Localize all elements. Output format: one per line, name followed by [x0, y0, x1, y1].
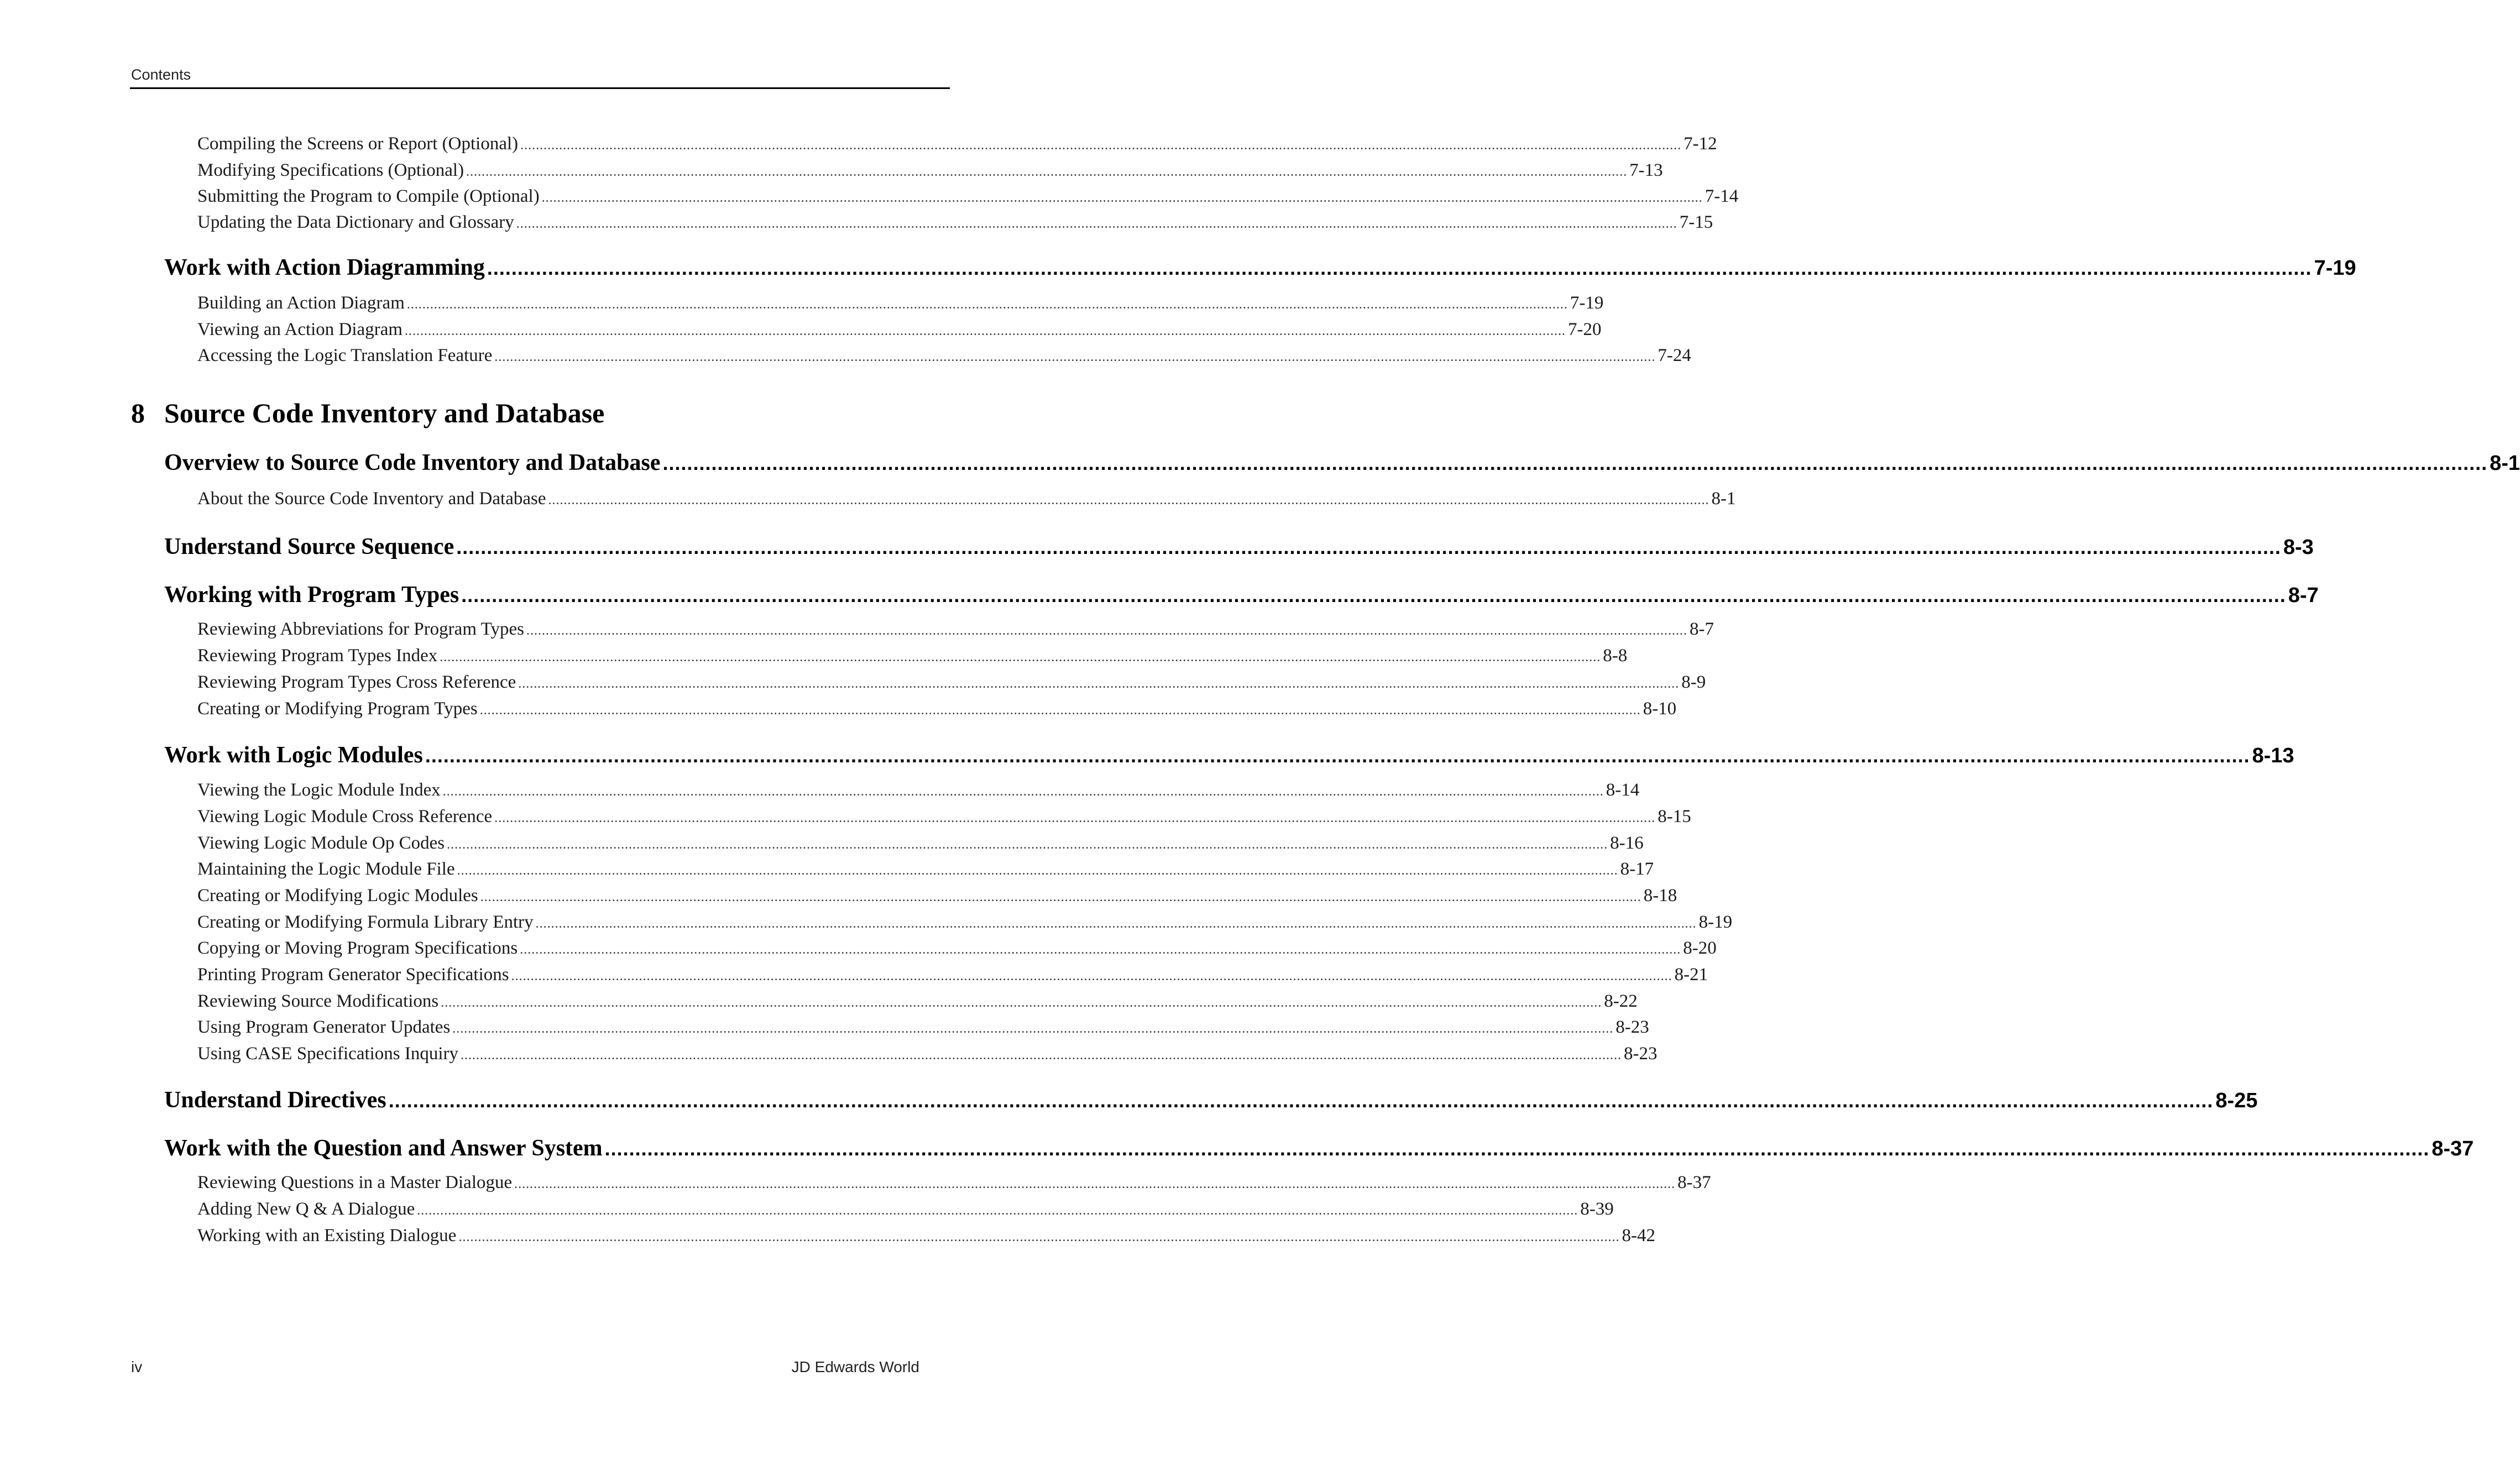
- dot-leader: ............................................................................................................................................................................................................................................................................................................: [406, 297, 1568, 312]
- dot-leader: ............................................................................................................................................................................................................................................................................................................: [526, 624, 1687, 638]
- toc-entry[interactable]: [197, 886, 1677, 906]
- toc-entry-page: 8-14: [1606, 780, 1640, 800]
- toc-entry-title: Working with Program Types: [164, 582, 459, 608]
- toc-entry[interactable]: [197, 780, 1640, 800]
- dot-leader: ............................................................................................................................................................................................................................................................................................................: [494, 350, 1656, 364]
- toc-entry-page: 8-1: [1711, 489, 1736, 509]
- dot-leader: ............................................................................................................................................................................................................................................................................................................: [548, 493, 1709, 507]
- dot-leader: ............................................................................................................................................................................................................................................................................................................: [494, 811, 1656, 825]
- toc-entry[interactable]: [197, 965, 1708, 985]
- chapter-heading: [131, 397, 604, 429]
- toc-entry-title: Using CASE Specifications Inquiry: [197, 1044, 459, 1064]
- toc-entry[interactable]: [197, 912, 1733, 933]
- toc-section-entry[interactable]: [164, 1135, 2474, 1161]
- toc-entry[interactable]: [197, 1226, 1655, 1246]
- toc-entry-title: Overview to Source Code Inventory and Database: [164, 450, 661, 475]
- toc-entry-page: 7-14: [1705, 186, 1739, 206]
- toc-entry[interactable]: [197, 346, 1691, 366]
- toc-entry-title: Copying or Moving Program Specifications: [197, 938, 518, 958]
- toc-entry-title: Viewing Logic Module Cross Reference: [197, 807, 493, 826]
- toc-entry-title: Reviewing Program Types Index: [197, 646, 438, 666]
- dot-leader: ............................................................................................................................................................................................................................................................................................................: [442, 784, 1604, 799]
- toc-entry-page: 8-8: [1603, 646, 1628, 666]
- toc-entry-title: Creating or Modifying Formula Library Entry: [197, 912, 534, 932]
- chapter-number: 8: [131, 397, 145, 428]
- toc-entry-page: 8-23: [1624, 1044, 1658, 1064]
- toc-entry[interactable]: [197, 938, 1717, 959]
- toc-entry[interactable]: [197, 489, 1736, 509]
- dot-leader: ............................................................................................................................................................................................................................................................................................................: [425, 744, 2250, 767]
- toc-entry-title: Building an Action Diagram: [197, 293, 405, 313]
- toc-entry[interactable]: [197, 991, 1638, 1012]
- toc-entry-title: Reviewing Abbreviations for Program Types: [197, 619, 524, 639]
- dot-leader: ............................................................................................................................................................................................................................................................................................................: [520, 138, 1682, 153]
- toc-entry[interactable]: [197, 699, 1677, 719]
- toc-entry[interactable]: [197, 160, 1663, 181]
- toc-entry[interactable]: [197, 807, 1691, 827]
- toc-entry-title: Reviewing Questions in a Master Dialogue: [197, 1173, 513, 1192]
- dot-leader: ............................................................................................................................................................................................................................................................................................................: [417, 1204, 1578, 1218]
- toc-entry[interactable]: [197, 1017, 1649, 1038]
- toc-entry-title: Using Program Generator Updates: [197, 1017, 451, 1037]
- dot-leader: ............................................................................................................................................................................................................................................................................................................: [461, 584, 2286, 606]
- toc-entry-page: 8-20: [1683, 938, 1717, 958]
- toc-entry-title: Creating or Modifying Program Types: [197, 699, 478, 719]
- toc-entry-title: Accessing the Logic Translation Feature: [197, 346, 493, 365]
- toc-entry-page: 8-37: [1677, 1173, 1711, 1192]
- toc-entry[interactable]: [197, 859, 1654, 880]
- dot-leader: ............................................................................................................................................................................................................................................................................................................: [541, 191, 1703, 205]
- toc-entry-page: 7-19: [2314, 257, 2356, 280]
- toc-entry-title: Updating the Data Dictionary and Glossary: [197, 212, 514, 232]
- toc-entry-title: Creating or Modifying Logic Modules: [197, 886, 478, 906]
- dot-leader: ............................................................................................................................................................................................................................................................................................................: [514, 1177, 1676, 1191]
- toc-entry-title: Understand Source Sequence: [164, 534, 454, 559]
- toc-entry[interactable]: [197, 1044, 1658, 1064]
- footer-publisher: JD Edwards World: [791, 1358, 919, 1375]
- dot-leader: ............................................................................................................................................................................................................................................................................................................: [388, 1089, 2214, 1112]
- toc-entry-title: Printing Program Generator Specifications: [197, 965, 509, 985]
- toc-entry[interactable]: [197, 134, 1717, 154]
- footer-page-number: iv: [131, 1358, 143, 1375]
- toc-entry[interactable]: [197, 212, 1713, 233]
- dot-leader: ............................................................................................................................................................................................................................................................................................................: [466, 165, 1628, 179]
- toc-entry-title: Compiling the Screens or Report (Optional): [197, 134, 519, 154]
- toc-entry-title: About the Source Code Inventory and Database: [197, 489, 546, 509]
- dot-leader: ............................................................................................................................................................................................................................................................................................................: [487, 257, 2312, 279]
- toc-entry-page: 7-15: [1679, 212, 1713, 232]
- toc-entry[interactable]: [197, 646, 1628, 666]
- toc-section-entry[interactable]: [164, 254, 2356, 281]
- toc-entry-page: 8-9: [1681, 672, 1706, 692]
- dot-leader: ............................................................................................................................................................................................................................................................................................................: [441, 996, 1602, 1010]
- toc-entry-page: 7-24: [1658, 346, 1691, 365]
- toc-entry-title: Working with an Existing Dialogue: [197, 1226, 457, 1246]
- toc-entry[interactable]: [197, 293, 1604, 313]
- toc-entry-page: 7-12: [1684, 134, 1717, 154]
- toc-entry[interactable]: [197, 1199, 1614, 1220]
- dot-leader: ............................................................................................................................................................................................................................................................................................................: [604, 1137, 2430, 1160]
- toc-entry-title: Adding New Q & A Dialogue: [197, 1199, 415, 1219]
- toc-entry-title: Work with Logic Modules: [164, 742, 423, 768]
- toc-entry-title: Work with Action Diagramming: [164, 255, 485, 280]
- toc-section-entry[interactable]: [164, 742, 2294, 768]
- toc-entry-title: Maintaining the Logic Module File: [197, 859, 455, 879]
- toc-entry-page: 8-10: [1643, 699, 1677, 719]
- toc-entry-page: 8-39: [1580, 1199, 1614, 1219]
- toc-entry-page: 8-18: [1643, 886, 1677, 906]
- dot-leader: ............................................................................................................................................................................................................................................................................................................: [457, 864, 1618, 878]
- toc-entry-page: 8-23: [1615, 1017, 1649, 1037]
- toc-entry-page: 8-7: [1690, 619, 1714, 639]
- toc-entry-title: Reviewing Program Types Cross Reference: [197, 672, 516, 692]
- toc-entry-page: 7-19: [1570, 293, 1604, 313]
- dot-leader: ............................................................................................................................................................................................................................................................................................................: [479, 703, 1641, 718]
- dot-leader: ............................................................................................................................................................................................................................................................................................................: [480, 890, 1641, 904]
- dot-leader: ............................................................................................................................................................................................................................................................................................................: [535, 917, 1697, 931]
- toc-entry-page: 7-20: [1568, 320, 1602, 339]
- toc-entry-title: Submitting the Program to Compile (Optional): [197, 186, 540, 206]
- toc-entry-page: 8-19: [1698, 912, 1733, 932]
- dot-leader: ............................................................................................................................................................................................................................................................................................................: [662, 452, 2488, 474]
- toc-entry-page: 7-13: [1629, 160, 1663, 180]
- header-rule: [130, 87, 950, 89]
- dot-leader: ............................................................................................................................................................................................................................................................................................................: [440, 650, 1601, 665]
- toc-entry-title: Viewing Logic Module Op Codes: [197, 833, 445, 853]
- toc-entry-page: 8-22: [1604, 991, 1638, 1011]
- toc-entry-title: Modifying Specifications (Optional): [197, 160, 464, 180]
- toc-entry-page: 8-37: [2432, 1137, 2474, 1160]
- dot-leader: ............................................................................................................................................................................................................................................................................................................: [456, 536, 2281, 558]
- toc-entry[interactable]: [197, 672, 1706, 693]
- dot-leader: ............................................................................................................................................................................................................................................................................................................: [520, 943, 1681, 957]
- toc-entry-page: 8-13: [2252, 744, 2294, 767]
- toc-section-entry[interactable]: [164, 582, 2319, 608]
- toc-section-entry[interactable]: [164, 1087, 2258, 1113]
- dot-leader: ............................................................................................................................................................................................................................................................................................................: [447, 838, 1608, 852]
- dot-leader: ............................................................................................................................................................................................................................................................................................................: [405, 324, 1566, 338]
- toc-entry[interactable]: [197, 1173, 1711, 1193]
- toc-entry-page: 8-21: [1674, 965, 1708, 985]
- toc-entry[interactable]: [197, 186, 1739, 207]
- toc-entry-title: Viewing an Action Diagram: [197, 320, 403, 339]
- dot-leader: ............................................................................................................................................................................................................................................................................................................: [452, 1022, 1614, 1036]
- toc-entry-page: 8-1: [2490, 452, 2520, 475]
- toc-entry-page: 8-17: [1620, 859, 1654, 879]
- toc-section-entry[interactable]: [164, 533, 2314, 560]
- toc-entry-page: 8-42: [1622, 1226, 1655, 1246]
- toc-entry-page: 8-16: [1610, 833, 1644, 853]
- toc-entry-title: Work with the Question and Answer System: [164, 1136, 603, 1161]
- toc-entry-title: Viewing the Logic Module Index: [197, 780, 441, 800]
- toc-section-entry[interactable]: [164, 449, 2520, 476]
- toc-entry-title: Understand Directives: [164, 1087, 386, 1113]
- dot-leader: ............................................................................................................................................................................................................................................................................................................: [458, 1230, 1620, 1244]
- dot-leader: ............................................................................................................................................................................................................................................................................................................: [511, 969, 1672, 983]
- toc-entry-page: 8-15: [1658, 807, 1691, 826]
- toc-entry[interactable]: [197, 833, 1644, 854]
- toc-entry-page: 8-3: [2283, 536, 2314, 559]
- dot-leader: ............................................................................................................................................................................................................................................................................................................: [461, 1048, 1622, 1063]
- dot-leader: ............................................................................................................................................................................................................................................................................................................: [518, 677, 1680, 691]
- toc-entry-page: 8-7: [2288, 584, 2319, 607]
- toc-entry[interactable]: [197, 320, 1602, 340]
- dot-leader: ............................................................................................................................................................................................................................................................................................................: [516, 217, 1677, 231]
- toc-entry-title: Reviewing Source Modifications: [197, 991, 439, 1011]
- chapter-title: Source Code Inventory and Database: [164, 397, 605, 428]
- toc-entry-page: 8-25: [2215, 1089, 2258, 1112]
- toc-entry[interactable]: [197, 619, 1714, 640]
- running-header: Contents: [131, 66, 191, 83]
